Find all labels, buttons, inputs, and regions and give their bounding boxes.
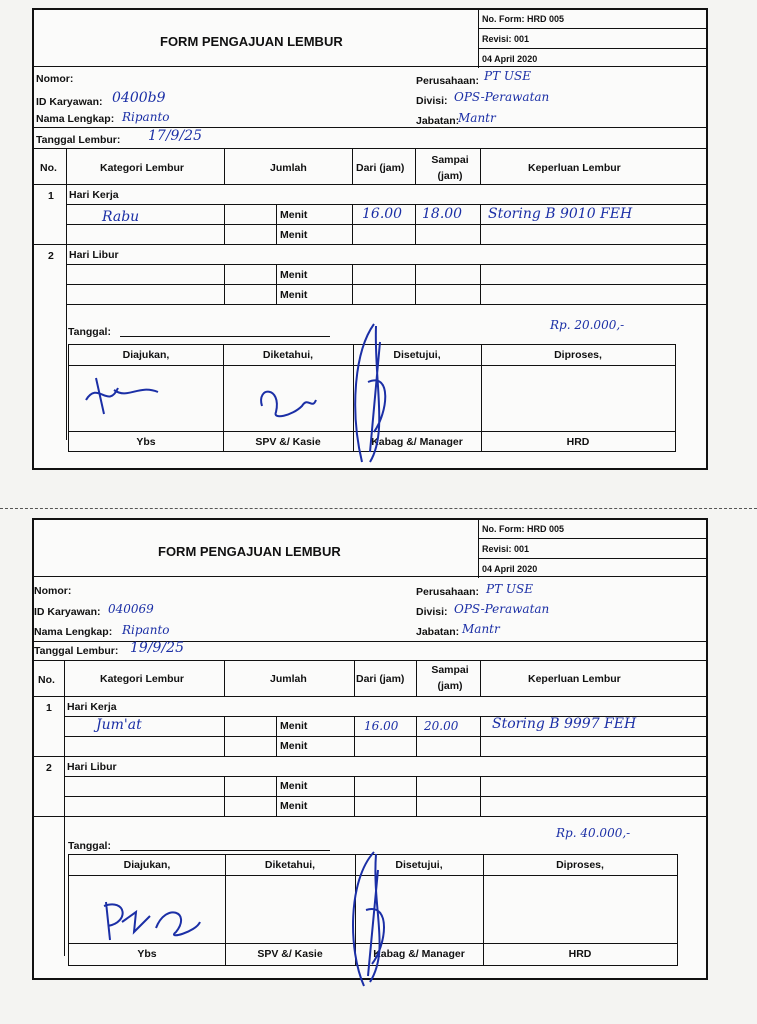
- minutes-label: Menit: [280, 740, 308, 752]
- division-value: OPS-Perawatan: [454, 90, 550, 104]
- processed-by-label: Diproses,: [554, 349, 602, 361]
- processed-by-label: Diproses,: [556, 859, 604, 871]
- employee-signature: [96, 892, 206, 948]
- submitted-by-label: Diajukan,: [123, 859, 171, 871]
- category-holiday: Hari Libur: [67, 761, 117, 773]
- col-no: No.: [40, 162, 57, 174]
- row-number: 2: [46, 762, 52, 774]
- ybs-label: Ybs: [137, 948, 157, 960]
- minutes-label: Menit: [280, 720, 308, 732]
- minutes-label: Menit: [280, 800, 308, 812]
- company-label: Perusahaan:: [416, 586, 480, 598]
- col-from: Dari (jam): [356, 162, 405, 174]
- end-time-value: 20.00: [424, 719, 459, 733]
- minutes-label: Menit: [280, 209, 308, 221]
- full-name-label: Nama Lengkap:: [34, 626, 113, 638]
- company-value: PT USE: [484, 69, 531, 83]
- row-number: 1: [48, 190, 54, 202]
- nomor-label: Nomor:: [34, 585, 72, 597]
- category-holiday: Hari Libur: [69, 249, 119, 261]
- row-number: 1: [46, 702, 52, 714]
- nomor-label: Nomor:: [36, 73, 74, 85]
- manager-signature: [344, 322, 404, 472]
- division-value: OPS-Perawatan: [454, 602, 550, 616]
- date-label: Tanggal:: [68, 326, 111, 338]
- employee-signature: [78, 370, 168, 420]
- revision: Revisi: 001: [482, 544, 530, 554]
- manager-label: Kabag &/ Manager: [373, 948, 465, 960]
- form-title: FORM PENGAJUAN LEMBUR: [160, 34, 343, 49]
- col-from: Dari (jam): [356, 673, 405, 685]
- revision: Revisi: 001: [482, 34, 530, 44]
- minutes-label: Menit: [280, 289, 308, 301]
- form-number: No. Form: HRD 005: [482, 14, 565, 24]
- company-value: PT USE: [486, 582, 533, 596]
- division-label: Divisi:: [416, 606, 448, 618]
- division-label: Divisi:: [416, 95, 448, 107]
- employee-id-value: 0400b9: [112, 90, 166, 106]
- manager-signature: [340, 850, 404, 990]
- purpose-value: Storing B 9997 FEH: [492, 716, 637, 732]
- supervisor-signature: [252, 376, 332, 426]
- employee-id-label: ID Karyawan:: [34, 606, 101, 618]
- minutes-label: Menit: [280, 269, 308, 281]
- revision-date: 04 April 2020: [482, 564, 538, 574]
- manager-label: Kabag &/ Manager: [371, 436, 463, 448]
- overtime-date-value: 17/9/25: [148, 128, 202, 144]
- col-purpose: Keperluan Lembur: [528, 162, 621, 174]
- date-label: Tanggal:: [68, 840, 111, 852]
- col-category: Kategori Lembur: [100, 673, 185, 685]
- position-label: Jabatan:: [416, 115, 460, 127]
- hrd-label: HRD: [568, 948, 592, 960]
- category-workday: Hari Kerja: [69, 189, 119, 201]
- submitted-by-label: Diajukan,: [122, 349, 170, 361]
- col-amount: Jumlah: [270, 162, 307, 174]
- form-title: FORM PENGAJUAN LEMBUR: [158, 544, 341, 559]
- start-time-value: 16.00: [362, 206, 403, 222]
- col-no: No.: [38, 674, 55, 686]
- col-category: Kategori Lembur: [100, 162, 185, 174]
- minutes-label: Menit: [280, 229, 308, 241]
- full-name-value: Ripanto: [122, 110, 170, 124]
- position-value: Mantr: [458, 111, 496, 125]
- approved-by-label: Disetujui,: [393, 349, 441, 361]
- employee-id-label: ID Karyawan:: [36, 96, 103, 108]
- minutes-label: Menit: [280, 780, 308, 792]
- spv-label: SPV &/ Kasie: [257, 948, 323, 960]
- company-label: Perusahaan:: [416, 75, 480, 87]
- overtime-amount: Rp. 40.000,-: [556, 826, 631, 840]
- col-purpose: Keperluan Lembur: [528, 673, 621, 685]
- purpose-value: Storing B 9010 FEH: [488, 206, 633, 222]
- col-until: Sampai (jam): [431, 154, 469, 182]
- start-time-value: 16.00: [364, 719, 399, 733]
- position-label: Jabatan:: [416, 626, 460, 638]
- overtime-date-label: Tanggal Lembur:: [34, 645, 119, 657]
- overtime-day-value: Jum'at: [96, 717, 142, 733]
- cut-line: [0, 508, 757, 509]
- overtime-form-1: [32, 8, 708, 470]
- full-name-value: Ripanto: [122, 623, 170, 637]
- acknowledged-by-label: Diketahui,: [264, 859, 316, 871]
- revision-date: 04 April 2020: [482, 54, 538, 64]
- overtime-date-label: Tanggal Lembur:: [36, 134, 121, 146]
- full-name-label: Nama Lengkap:: [36, 113, 115, 125]
- employee-id-value: 040069: [108, 602, 154, 616]
- row-number: 2: [48, 250, 54, 262]
- category-workday: Hari Kerja: [67, 701, 117, 713]
- approved-by-label: Disetujui,: [395, 859, 443, 871]
- col-amount: Jumlah: [270, 673, 307, 685]
- col-until: Sampai (jam): [431, 664, 469, 692]
- spv-label: SPV &/ Kasie: [255, 436, 321, 448]
- overtime-amount: Rp. 20.000,-: [550, 318, 625, 332]
- overtime-day-value: Rabu: [102, 209, 140, 225]
- ybs-label: Ybs: [136, 436, 156, 448]
- position-value: Mantr: [462, 622, 500, 636]
- acknowledged-by-label: Diketahui,: [262, 349, 314, 361]
- overtime-date-value: 19/9/25: [130, 640, 184, 656]
- overtime-form-2: [32, 518, 708, 980]
- hrd-label: HRD: [566, 436, 590, 448]
- form-number: No. Form: HRD 005: [482, 524, 565, 534]
- end-time-value: 18.00: [422, 206, 463, 222]
